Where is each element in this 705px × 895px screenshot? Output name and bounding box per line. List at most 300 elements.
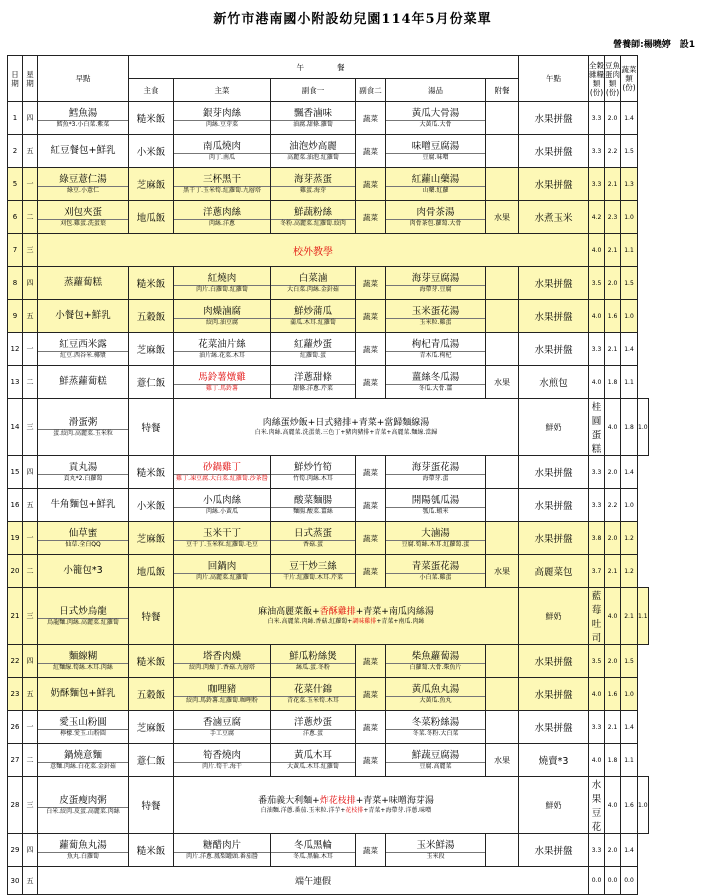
veg-serving: 0.0 bbox=[621, 867, 638, 895]
dish-part: 麻油高麗菜飯+ bbox=[258, 606, 320, 617]
dish-name: 刈包夾蛋 bbox=[63, 206, 102, 218]
weekday-cell: 四 bbox=[23, 102, 38, 135]
pm-snack-cell: 水果拼盤 bbox=[519, 678, 589, 711]
veg-serving: 1.1 bbox=[621, 366, 638, 399]
side2-cell: 蔬菜 bbox=[356, 489, 386, 522]
grain-serving: 3.5 bbox=[589, 267, 605, 300]
snack-cell bbox=[38, 201, 129, 234]
snack-cell bbox=[38, 456, 129, 489]
extra-cell bbox=[486, 456, 519, 489]
ingredients: 絞肉.肉燥丁.香菇.九層塔 bbox=[174, 663, 270, 672]
dish-name: 豆干炒三絲 bbox=[289, 560, 337, 572]
ingredients: 黑干丁.玉米筍.紅蘿蔔.九層塔 bbox=[174, 186, 270, 195]
ingredient-part: +青菜+南瓜.肉絲 bbox=[376, 617, 425, 625]
snack-cell bbox=[38, 135, 129, 168]
main-dish-cell bbox=[174, 522, 271, 555]
side-dish-cell bbox=[271, 711, 356, 744]
special-menu-row bbox=[8, 588, 649, 645]
ingredients: 蛋.絞肉.高麗菜.玉米粒 bbox=[38, 429, 128, 438]
grain-serving: 4.0 bbox=[589, 744, 605, 777]
staple-cell: 糙米飯 bbox=[129, 456, 174, 489]
special-main-cell bbox=[174, 399, 519, 456]
extra-cell bbox=[486, 300, 519, 333]
ingredients: 肉片.筍干.海干 bbox=[174, 762, 270, 771]
header-staple: 主食 bbox=[129, 79, 174, 102]
extra-cell: 鮮奶 bbox=[519, 777, 589, 834]
dish-name: 鮮炒蒲瓜 bbox=[293, 305, 332, 317]
ingredients: 海帶芽.蛋 bbox=[386, 474, 485, 483]
protein-serving: 2.2 bbox=[605, 489, 621, 522]
dish-name: 洋蔥甜條 bbox=[293, 371, 332, 383]
staple-cell: 地瓜飯 bbox=[129, 555, 174, 588]
dish-name: 回鍋肉 bbox=[207, 560, 237, 572]
protein-serving: 2.1 bbox=[605, 711, 621, 744]
protein-serving: 1.6 bbox=[605, 300, 621, 333]
dish-name: 日式炒烏龍 bbox=[59, 605, 107, 617]
veg-serving: 1.4 bbox=[621, 333, 638, 366]
soup-cell bbox=[386, 102, 486, 135]
protein-serving: 1.8 bbox=[605, 366, 621, 399]
main-dish-cell bbox=[174, 102, 271, 135]
main-dish-cell bbox=[174, 489, 271, 522]
ingredients: 大黃瓜.魚丸 bbox=[386, 696, 485, 705]
veg-serving: 1.0 bbox=[621, 201, 638, 234]
ingredients: 甜條.洋蔥.芹菜 bbox=[271, 384, 355, 393]
weekday-cell: 二 bbox=[23, 744, 38, 777]
ingredients bbox=[174, 807, 518, 815]
header-lunch: 午 餐 bbox=[129, 56, 519, 79]
weekday-cell: 四 bbox=[23, 645, 38, 678]
extra-cell: 水果 bbox=[486, 201, 519, 234]
ingredients: 紅麵線.筍絲.木耳.肉絲 bbox=[38, 663, 128, 672]
header-side1: 副食一 bbox=[271, 79, 356, 102]
veg-serving: 1.0 bbox=[621, 300, 638, 333]
ingredients: 肉絲.小黃瓜 bbox=[174, 507, 270, 516]
dish-name: 黃瓜魚丸湯 bbox=[411, 683, 460, 695]
weekday-cell: 三 bbox=[23, 777, 38, 834]
side-dish-cell bbox=[271, 102, 356, 135]
ingredients: 香菇.蛋 bbox=[271, 540, 355, 549]
ingredients: 貢丸*2.白蘿蔔 bbox=[38, 474, 128, 483]
extra-cell bbox=[486, 102, 519, 135]
dish-name: 海芽蒸蛋 bbox=[293, 173, 332, 185]
protein-serving: 2.1 bbox=[605, 333, 621, 366]
menu-table bbox=[7, 55, 649, 895]
extra-cell: 鮮奶 bbox=[519, 399, 589, 456]
staple-cell: 地瓜飯 bbox=[129, 201, 174, 234]
dish-name: 青菜蛋花湯 bbox=[411, 560, 460, 572]
veg-serving: 1.4 bbox=[621, 102, 638, 135]
staple-cell: 特餐 bbox=[129, 399, 174, 456]
veg-serving: 1.4 bbox=[621, 456, 638, 489]
ingredients: 冬瓜.黑輪.木耳 bbox=[271, 852, 355, 861]
ingredients: 肉絲.豆芽菜 bbox=[174, 120, 270, 129]
soup-cell bbox=[386, 711, 486, 744]
side2-cell: 蔬菜 bbox=[356, 102, 386, 135]
side-dish-cell bbox=[271, 489, 356, 522]
ingredients: 紅豆.西谷米.椰漿 bbox=[38, 351, 128, 360]
staple-cell: 糙米飯 bbox=[129, 267, 174, 300]
ingredients: 鱈魚*3.小白菜.紫菜 bbox=[38, 120, 128, 129]
dish-part: +青菜+南瓜肉絲湯 bbox=[355, 606, 434, 617]
grain-serving: 4.0 bbox=[589, 300, 605, 333]
soup-cell bbox=[386, 300, 486, 333]
side-dish-cell bbox=[271, 333, 356, 366]
protein-serving: 2.1 bbox=[621, 588, 638, 645]
ingredients: 肉片.洋蔥.鳳梨罐頭.番茄醬 bbox=[174, 852, 270, 861]
weekday-cell: 一 bbox=[23, 522, 38, 555]
main-dish-cell bbox=[174, 711, 271, 744]
field-trip-row bbox=[8, 234, 649, 267]
staple-cell: 糙米飯 bbox=[129, 102, 174, 135]
ingredients: 油片絲.花菜.木耳 bbox=[174, 351, 270, 360]
dish-name: 鮮蒸蘿蔔糕 bbox=[59, 376, 107, 387]
weekday-cell: 五 bbox=[23, 300, 38, 333]
dish-name: 馬鈴薯燉雞 bbox=[198, 371, 246, 383]
staple-cell: 特餐 bbox=[129, 777, 174, 834]
main-dish-cell bbox=[174, 456, 271, 489]
weekday-cell: 三 bbox=[23, 399, 38, 456]
dish-name: 鱈魚湯 bbox=[68, 107, 98, 119]
extra-cell bbox=[486, 645, 519, 678]
dish-name: 紅燒肉 bbox=[207, 272, 237, 284]
side-dish-cell bbox=[271, 678, 356, 711]
grain-serving: 4.0 bbox=[589, 366, 605, 399]
soup-cell bbox=[386, 678, 486, 711]
ingredients: 海帶芽.豆腐 bbox=[386, 285, 485, 294]
menu-row bbox=[8, 744, 649, 777]
dish-name: 香滷豆腐 bbox=[202, 716, 241, 728]
dish-name: 冬瓜黑輪 bbox=[293, 839, 332, 851]
weekday-cell: 二 bbox=[23, 201, 38, 234]
ingredients: 高麗菜.油泡.紅蘿蔔 bbox=[271, 153, 355, 162]
snack-cell bbox=[38, 399, 129, 456]
snack-cell bbox=[38, 777, 129, 834]
special-menu-row bbox=[8, 399, 649, 456]
weekday-cell: 五 bbox=[23, 489, 38, 522]
ingredients: 刈包.雞蛋.洗蛋葉 bbox=[38, 219, 128, 228]
ingredients: 青花菜.玉米筍.木耳 bbox=[271, 696, 355, 705]
snack-cell bbox=[38, 489, 129, 522]
pm-snack-cell: 桂圓蛋糕 bbox=[589, 399, 605, 456]
weekday-cell: 二 bbox=[23, 555, 38, 588]
ingredients: 蒲瓜.木耳.紅蘿蔔 bbox=[271, 318, 355, 327]
side2-cell: 蔬菜 bbox=[356, 711, 386, 744]
menu-row bbox=[8, 366, 649, 399]
staple-cell: 芝麻飯 bbox=[129, 333, 174, 366]
pm-snack-cell: 高麗菜包 bbox=[519, 555, 589, 588]
dish-name: 海芽蛋花湯 bbox=[411, 461, 460, 473]
ingredients: 麵腸.酸菜.薑絲 bbox=[271, 507, 355, 516]
weekday-cell: 五 bbox=[23, 678, 38, 711]
ingredients: 手工豆腐 bbox=[174, 729, 270, 738]
protein-serving: 2.0 bbox=[605, 102, 621, 135]
veg-serving: 1.1 bbox=[638, 588, 649, 645]
ingredients: 瓠瓜.蝦米 bbox=[386, 507, 485, 516]
grain-serving: 3.3 bbox=[589, 456, 605, 489]
extra-cell bbox=[486, 168, 519, 201]
dish-name: 愛玉山粉圓 bbox=[59, 716, 107, 728]
ingredients: 肉片.白蘿蔔.紅蘿蔔 bbox=[174, 285, 270, 294]
header-pm-snack: 午點 bbox=[519, 56, 589, 102]
dish-name: 皮蛋瘦肉粥 bbox=[59, 794, 107, 806]
dish-name: 砂鍋雞丁 bbox=[202, 461, 241, 473]
dish-name bbox=[174, 607, 518, 618]
date-cell: 16 bbox=[8, 489, 23, 522]
header-soup: 湯品 bbox=[386, 79, 486, 102]
snack-cell bbox=[38, 333, 129, 366]
ingredients: 大黃瓜.木耳.紅蘿蔔 bbox=[271, 762, 355, 771]
staple-cell: 特餐 bbox=[129, 588, 174, 645]
ingredient-part: 白油麵.洋蔥.番茄.玉米粒.洋芋+ bbox=[260, 806, 346, 814]
grain-serving: 4.0 bbox=[589, 234, 605, 267]
dish-name: 冬菜粉絲湯 bbox=[411, 716, 460, 728]
ingredients: 豆干丁.玉米粒.紅蘿蔔.毛豆 bbox=[174, 540, 270, 549]
veg-serving: 1.4 bbox=[621, 834, 638, 867]
dish-name: 仙草蜜 bbox=[68, 527, 98, 539]
grain-serving: 3.7 bbox=[589, 555, 605, 588]
snack-cell bbox=[38, 168, 129, 201]
grain-serving: 3.3 bbox=[589, 711, 605, 744]
menu-row bbox=[8, 489, 649, 522]
veg-serving: 1.0 bbox=[638, 777, 649, 834]
dish-name: 鮮炒竹筍 bbox=[293, 461, 332, 473]
header-extra: 附餐 bbox=[486, 79, 519, 102]
ingredients: 肉丁.南瓜 bbox=[174, 153, 270, 162]
main-dish-cell bbox=[174, 645, 271, 678]
menu-row bbox=[8, 555, 649, 588]
ingredients: 魚丸.白蘿蔔 bbox=[38, 852, 128, 861]
side-dish-cell bbox=[271, 135, 356, 168]
weekday-cell: 五 bbox=[23, 867, 38, 895]
dish-name: 薑絲冬瓜湯 bbox=[411, 371, 460, 383]
dish-name: 油泡炒高麗 bbox=[289, 140, 337, 152]
date-cell: 14 bbox=[8, 399, 23, 456]
dish-name: 洋蔥炒蛋 bbox=[293, 716, 332, 728]
snack-cell bbox=[38, 300, 129, 333]
menu-row bbox=[8, 300, 649, 333]
date-cell: 27 bbox=[8, 744, 23, 777]
menu-row bbox=[8, 168, 649, 201]
side2-cell: 蔬菜 bbox=[356, 267, 386, 300]
grain-serving: 4.0 bbox=[605, 588, 621, 645]
ingredients: 玉米段 bbox=[386, 852, 485, 861]
ingredients: 絞肉.油豆腐 bbox=[174, 318, 270, 327]
side2-cell: 蔬菜 bbox=[356, 555, 386, 588]
date-cell: 13 bbox=[8, 366, 23, 399]
dish-name: 海芽豆腐湯 bbox=[411, 272, 460, 284]
pm-snack-cell: 水果豆花 bbox=[589, 777, 605, 834]
menu-row bbox=[8, 201, 649, 234]
merged-cell: 端午連假 bbox=[38, 867, 589, 895]
veg-serving: 1.0 bbox=[621, 678, 638, 711]
side-dish-cell bbox=[271, 744, 356, 777]
protein-serving: 2.0 bbox=[605, 645, 621, 678]
soup-cell bbox=[386, 489, 486, 522]
ingredients: 雞蛋.海芽 bbox=[271, 186, 355, 195]
extra-cell: 鮮奶 bbox=[519, 588, 589, 645]
weekday-cell: 四 bbox=[23, 456, 38, 489]
staple-cell: 五穀飯 bbox=[129, 678, 174, 711]
main-dish-cell bbox=[174, 366, 271, 399]
pm-snack-cell: 水果拼盤 bbox=[519, 267, 589, 300]
ingredients: 冬粉.高麗菜.紅蘿蔔.絞肉 bbox=[271, 219, 355, 228]
header-snack: 早點 bbox=[38, 56, 129, 102]
side2-cell: 蔬菜 bbox=[356, 645, 386, 678]
ingredients: 烏龍麵.肉絲.高麗菜.紅蘿蔔 bbox=[38, 618, 128, 627]
protein-serving: 1.6 bbox=[621, 777, 638, 834]
side2-cell: 蔬菜 bbox=[356, 333, 386, 366]
main-dish-cell bbox=[174, 555, 271, 588]
protein-serving: 2.3 bbox=[605, 201, 621, 234]
side2-cell: 蔬菜 bbox=[356, 744, 386, 777]
weekday-cell: 四 bbox=[23, 267, 38, 300]
dish-part-highlight: 香酥雞排 bbox=[319, 606, 356, 617]
dish-part: +青菜+味噌海芽湯 bbox=[355, 795, 434, 806]
ingredients: 竹筍.肉絲.木耳 bbox=[271, 474, 355, 483]
date-cell: 21 bbox=[8, 588, 23, 645]
nutritionist-label: 營養師:楊曉婷 設1 bbox=[613, 40, 695, 50]
header-row-1 bbox=[8, 56, 649, 79]
dish-name: 南瓜燒肉 bbox=[202, 140, 241, 152]
veg-serving: 1.5 bbox=[621, 267, 638, 300]
ingredients: 肉絲.洋蔥 bbox=[174, 219, 270, 228]
grain-serving: 3.3 bbox=[589, 135, 605, 168]
dish-name: 滑蛋粥 bbox=[68, 416, 98, 428]
grain-serving: 3.5 bbox=[589, 645, 605, 678]
pm-snack-cell: 水果拼盤 bbox=[519, 711, 589, 744]
ingredients: 雞丁.凍豆腐.大白菜.紅蘿蔔.沙茶醬 bbox=[174, 474, 270, 483]
weekday-cell: 一 bbox=[23, 168, 38, 201]
ingredients: 紅蘿蔔.蛋 bbox=[271, 351, 355, 360]
snack-cell bbox=[38, 366, 129, 399]
dish-name: 洋蔥肉絲 bbox=[202, 206, 241, 218]
date-cell: 7 bbox=[8, 234, 23, 267]
dish-name: 玉米蛋花湯 bbox=[411, 305, 460, 317]
dish-name: 小餐包+鮮乳 bbox=[55, 310, 111, 321]
pm-snack-cell: 燒賣*3 bbox=[519, 744, 589, 777]
extra-cell bbox=[486, 711, 519, 744]
protein-serving: 1.8 bbox=[621, 399, 638, 456]
dish-name: 開陽瓠瓜湯 bbox=[411, 494, 460, 506]
grain-serving: 3.8 bbox=[589, 522, 605, 555]
dish-name: 紅豆西米露 bbox=[59, 338, 107, 350]
grain-serving: 3.3 bbox=[589, 333, 605, 366]
veg-serving: 1.4 bbox=[621, 711, 638, 744]
pm-snack-cell: 水煮玉米 bbox=[519, 201, 589, 234]
side2-cell: 蔬菜 bbox=[356, 522, 386, 555]
protein-serving: 2.0 bbox=[605, 834, 621, 867]
ingredients: 山藥.紅蘿 bbox=[386, 186, 485, 195]
pm-snack-cell: 水果拼盤 bbox=[519, 834, 589, 867]
snack-cell bbox=[38, 744, 129, 777]
soup-cell bbox=[386, 834, 486, 867]
weekday-cell: 一 bbox=[23, 333, 38, 366]
extra-cell bbox=[486, 678, 519, 711]
pm-snack-cell: 水果拼盤 bbox=[519, 102, 589, 135]
soup-cell bbox=[386, 522, 486, 555]
dish-name: 蘿蔔魚丸湯 bbox=[59, 839, 107, 851]
pm-snack-cell: 水果拼盤 bbox=[519, 135, 589, 168]
header-date: 日期 bbox=[8, 56, 23, 102]
staple-cell: 小米飯 bbox=[129, 135, 174, 168]
protein-serving: 2.0 bbox=[605, 522, 621, 555]
dish-part: 番茄義大利麵+ bbox=[258, 795, 320, 806]
dish-name: 筍香燒肉 bbox=[202, 749, 241, 761]
protein-serving: 2.1 bbox=[605, 168, 621, 201]
grain-serving: 4.0 bbox=[589, 678, 605, 711]
protein-serving: 2.1 bbox=[605, 555, 621, 588]
date-cell: 6 bbox=[8, 201, 23, 234]
pm-snack-cell: 水果拼盤 bbox=[519, 333, 589, 366]
grain-serving: 3.3 bbox=[589, 489, 605, 522]
ingredients: 洋蔥.蛋 bbox=[271, 729, 355, 738]
dish-name: 小瓜肉絲 bbox=[202, 494, 241, 506]
dish-name: 肉骨茶湯 bbox=[416, 206, 455, 218]
dish-name: 糖醋肉片 bbox=[202, 839, 241, 851]
main-dish-cell bbox=[174, 300, 271, 333]
ingredients: 雞丁.馬鈴薯 bbox=[174, 384, 270, 393]
soup-cell bbox=[386, 135, 486, 168]
extra-cell bbox=[486, 834, 519, 867]
main-dish-cell bbox=[174, 744, 271, 777]
date-cell: 20 bbox=[8, 555, 23, 588]
main-dish-cell bbox=[174, 333, 271, 366]
grain-serving: 4.0 bbox=[605, 399, 621, 456]
extra-cell bbox=[486, 267, 519, 300]
grain-serving: 4.2 bbox=[589, 201, 605, 234]
header-veg: 蔬菜類(份) bbox=[621, 56, 638, 102]
pm-snack-cell: 水果拼盤 bbox=[519, 168, 589, 201]
snack-cell bbox=[38, 555, 129, 588]
pm-snack-cell: 水果拼盤 bbox=[519, 489, 589, 522]
dish-name: 銀芽肉絲 bbox=[202, 107, 241, 119]
weekday-cell: 三 bbox=[23, 234, 38, 267]
special-menu-row bbox=[8, 777, 649, 834]
ingredients: 大白菜.肉絲.金針菇 bbox=[271, 285, 355, 294]
side2-cell: 蔬菜 bbox=[356, 300, 386, 333]
soup-cell bbox=[386, 366, 486, 399]
soup-cell bbox=[386, 168, 486, 201]
veg-serving: 1.0 bbox=[621, 489, 638, 522]
dish-name: 花菜油片絲 bbox=[198, 338, 246, 350]
extra-cell bbox=[486, 489, 519, 522]
side-dish-cell bbox=[271, 201, 356, 234]
dish-name: 鮮蔬豆腐湯 bbox=[411, 749, 460, 761]
merged-cell: 校外教學 bbox=[38, 234, 589, 267]
side2-cell: 蔬菜 bbox=[356, 456, 386, 489]
side-dish-cell bbox=[271, 300, 356, 333]
ingredient-part: 白米.高麗菜.肉絲.香菇.紅蘿蔔+ bbox=[267, 617, 353, 625]
grain-serving: 4.0 bbox=[605, 777, 621, 834]
veg-serving: 1.5 bbox=[621, 135, 638, 168]
special-main-cell bbox=[174, 588, 519, 645]
dish-name: 小籠包*3 bbox=[63, 565, 103, 576]
ingredient-part: +青菜+海帶芽.洋蔥.味噌 bbox=[363, 806, 432, 814]
soup-cell bbox=[386, 456, 486, 489]
ingredients: 白米.肉絲.高麗菜.洗蛋葉.三色丁+豬肉豬排+青菜+高麗菜.麵線.當歸 bbox=[254, 428, 438, 436]
side-dish-cell bbox=[271, 267, 356, 300]
menu-row bbox=[8, 645, 649, 678]
snack-cell bbox=[38, 522, 129, 555]
date-cell: 5 bbox=[8, 168, 23, 201]
dish-name: 玉米干丁 bbox=[202, 527, 241, 539]
dish-name: 綠豆薏仁湯 bbox=[59, 173, 107, 185]
staple-cell: 五穀飯 bbox=[129, 300, 174, 333]
ingredients: 意麵.肉絲.白花菜.金針菇 bbox=[38, 762, 128, 771]
header-grain: 全穀雜糧類(份) bbox=[589, 56, 605, 102]
dish-name: 黃瓜大骨湯 bbox=[411, 107, 460, 119]
